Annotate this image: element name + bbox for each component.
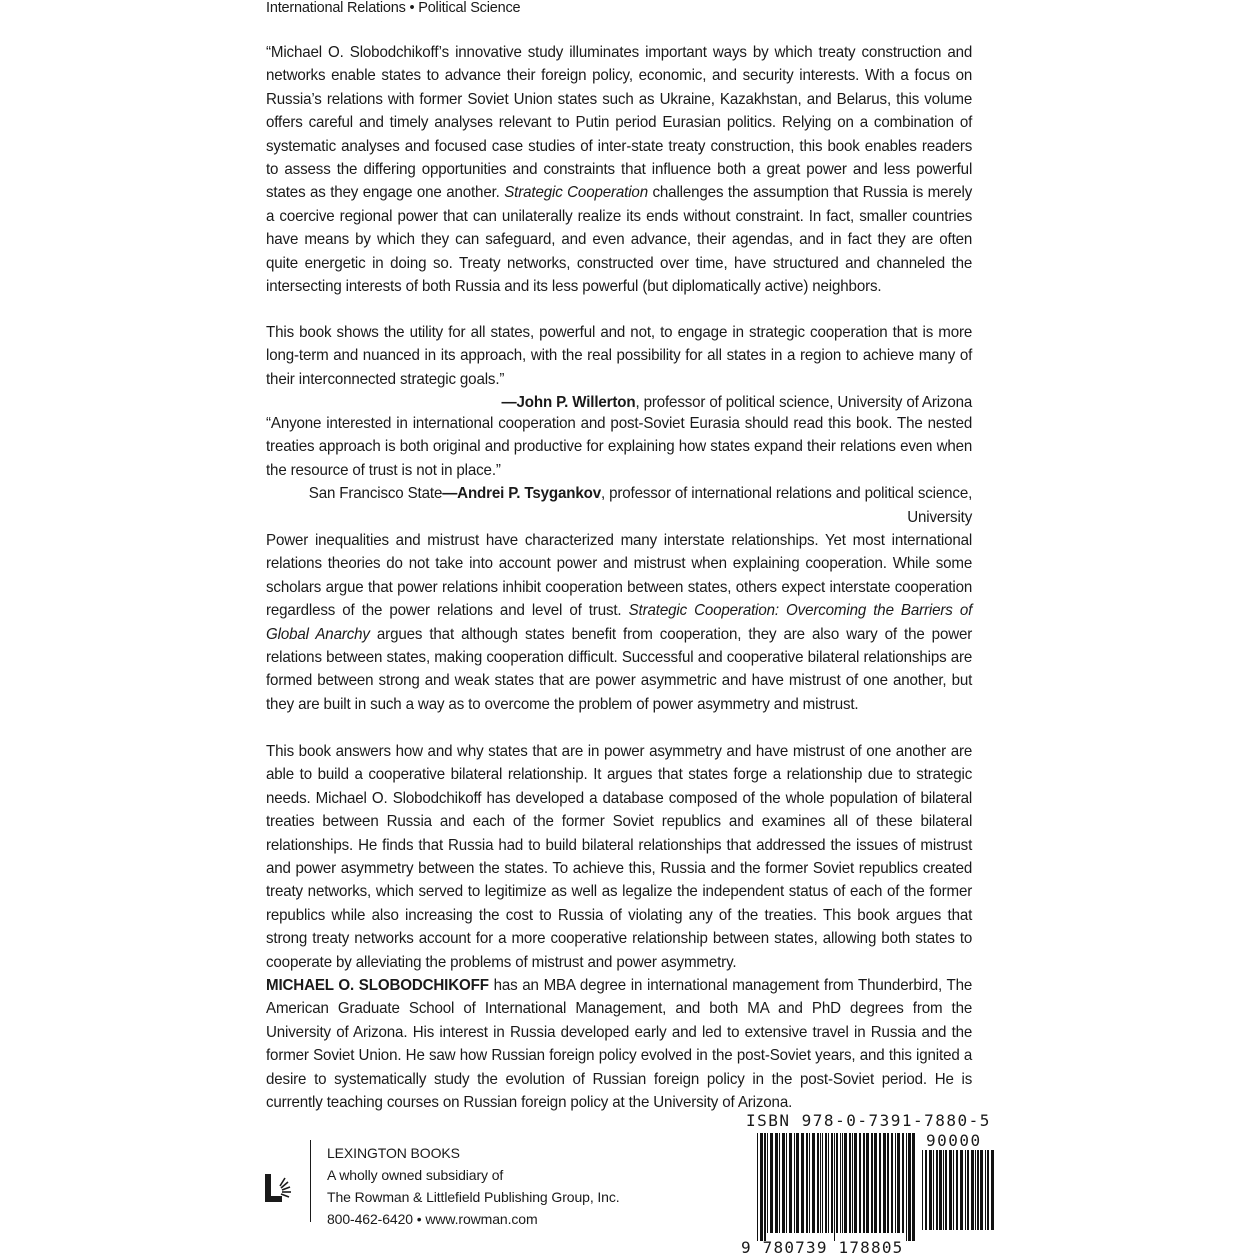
category-label: International Relations • Political Science xyxy=(266,0,521,16)
barcode-bar xyxy=(854,1133,857,1233)
barcode-bar xyxy=(929,1150,932,1230)
barcode-bar xyxy=(863,1133,865,1233)
barcode-bar xyxy=(939,1150,942,1230)
reviewer-name: —Andrei P. Tsygankov xyxy=(442,485,601,503)
publisher-contact: 800-462-6420 • www.rowman.com xyxy=(327,1211,538,1227)
barcode-bar xyxy=(956,1150,958,1230)
barcode-bar xyxy=(967,1150,969,1230)
barcode-bar xyxy=(786,1133,787,1233)
review-text: This book shows the utility for all states, powerful and not, to engage in strategic cooperation that is more long-term and nuanced in its approach, with the real possibility for all states in a region to achieve many of their interconnected strategic goals.” xyxy=(266,324,973,388)
barcode-bar xyxy=(971,1150,974,1230)
barcode-digits: 9 780739 178805 xyxy=(741,1238,904,1257)
barcode-bar xyxy=(980,1150,983,1230)
description-paragraph: This book answers how and why states that are in power asymmetry and have mistrust of one another are able to build a cooperative bilateral relationship. It argues that states forge a relationship due to strategic needs. Michael O. Slobodchikoff has developed a database composed of the whole population of bilateral treaties between Russia and each of the former Soviet republics and examines all of these bilateral relationships. He finds that Russia had to build bilateral relationships that addressed the issues of mistrust and power asymmetry between the states. To achieve this, Russia and the former Soviet republics created treaty networks, which served to legitimize as well as legalize the independent status of each of the former republics while also increasing the cost to Russia of violating any of the treaties. This book argues that strong treaty networks account for a more cooperative relationship between states, allowing both states to cooperate by alleviating the problems of mistrust and power asymmetry. xyxy=(266,743,973,971)
barcode-bar xyxy=(936,1150,938,1230)
barcode-bar xyxy=(985,1150,986,1230)
book-title-italic: Strategic Cooperation xyxy=(504,184,648,202)
review-quote-tsygankov xyxy=(266,412,972,529)
barcode-bar xyxy=(820,1133,821,1233)
review-quote-willerton-continued xyxy=(266,321,972,415)
lexington-books-logo-icon xyxy=(262,1172,294,1204)
barcode-bar xyxy=(897,1133,900,1233)
barcode-bar xyxy=(859,1133,861,1233)
barcode-bar xyxy=(922,1150,923,1230)
description-text: argues that although states benefit from cooperation, they are also wary of the power relations between states, making cooperation difficult. Successful and cooperative bilateral relationships are formed between strong and weak states that are power asymmetric and have mistrust of one another, but they are built in such a way as to overcome the problem of power asymmetry and mistrust. xyxy=(266,625,973,713)
barcode-bar xyxy=(991,1150,994,1230)
publisher-subsidiary: A wholly owned subsidiary of xyxy=(327,1167,504,1183)
barcode-bar xyxy=(902,1133,904,1233)
barcode-bar xyxy=(891,1133,893,1233)
barcode-bar xyxy=(760,1133,763,1241)
barcode-bar xyxy=(977,1150,979,1230)
author-bio-paragraph xyxy=(266,974,972,1114)
barcode-bar xyxy=(764,1133,766,1241)
barcode-bar xyxy=(834,1133,835,1241)
barcode-bar xyxy=(822,1133,823,1233)
barcode-bar xyxy=(767,1133,768,1233)
author-bio xyxy=(266,974,972,1114)
barcode-bar xyxy=(782,1133,785,1233)
reviewer-name: —John P. Willerton xyxy=(501,394,636,412)
barcode-bar xyxy=(796,1133,799,1233)
barcode-bar xyxy=(879,1133,881,1233)
barcode-bar xyxy=(887,1133,889,1233)
barcode-bar xyxy=(906,1133,907,1241)
price-addon-barcode xyxy=(922,1150,994,1238)
reviewer-organization: San Francisco State University xyxy=(308,485,973,526)
barcode-bar xyxy=(757,1133,758,1241)
barcode-bar xyxy=(852,1133,853,1233)
description-paragraph xyxy=(266,529,972,716)
author-bio-text: has an MBA degree in international management from Thunderbird, The American Graduate School of International Management, and both MA and PhD degrees from the University of Arizona. His interest in Russia developed early and led to extensive travel in Russia and the former Soviet Union. He saw how Russian foreign policy evolved in the post-Soviet years, and this ignited a desire to systematically study the evolution of Russian foreign policy in the post-Soviet period. He is currently teaching courses on Russian foreign policy at the University of Arizona. xyxy=(266,977,973,1112)
barcode-addon-label: 90000 xyxy=(926,1131,982,1150)
publisher-divider xyxy=(310,1140,311,1222)
review-paragraph xyxy=(266,41,972,298)
barcode-bar xyxy=(965,1150,966,1230)
barcode-bar xyxy=(953,1150,954,1230)
reviewer-role: , professor of international relations and political science, xyxy=(600,485,973,503)
review-attribution xyxy=(442,482,972,505)
barcode-bar xyxy=(809,1133,810,1233)
review-text: “Anyone interested in international cooperation and post-Soviet Eurasia should read this book. The nested treaties approach is both original and productive for explaining how states expand their relations even when the resource of trust is not in place.” xyxy=(266,415,973,479)
barcode-bar xyxy=(960,1150,963,1230)
barcode-bar xyxy=(908,1133,911,1241)
barcode-bar xyxy=(779,1133,780,1233)
review-paragraph xyxy=(266,412,973,503)
barcode-bar xyxy=(933,1150,934,1230)
barcode-bar xyxy=(836,1133,838,1233)
barcode-bar xyxy=(817,1133,819,1233)
review-text: “Michael O. Slobodchikoff’s innovative study illuminates important ways by which treaty construction and networks enable states to advance their foreign policy, economic, and security interests. With a focus on Russia’s relations with former Soviet Union states such as Ukraine, Kazakhstan, and Belarus, this volume offers careful and timely analyses relevant to Putin period Eurasian politics. Relying on a combination of systematic analyses and focused case studies of inter-state treaty construction, this book enables readers to assess the differing opportunities and constraints that influence both a great power and less powerful states as they engage one another. xyxy=(266,44,973,202)
barcode-bar xyxy=(801,1133,804,1233)
isbn-label: ISBN 978-0-7391-7880-5 xyxy=(746,1111,991,1130)
barcode-bar xyxy=(987,1150,989,1230)
publisher-parent: The Rowman & Littlefield Publishing Group, Inc. xyxy=(327,1189,620,1205)
publisher-info xyxy=(327,1142,627,1230)
barcode-bar xyxy=(949,1150,952,1230)
book-description-paragraph-2 xyxy=(266,740,972,974)
barcode-bar xyxy=(895,1133,896,1233)
barcode-bar xyxy=(883,1133,886,1233)
barcode-bar xyxy=(866,1133,869,1233)
book-title-italic: Strategic Cooperation: Overcoming the Barriers of Global Anarchy xyxy=(266,602,973,643)
review-quote-willerton xyxy=(266,41,972,298)
barcode-bar xyxy=(840,1133,841,1233)
barcode-bar xyxy=(874,1133,877,1233)
barcode-bar xyxy=(849,1133,851,1233)
barcode-bar xyxy=(871,1133,873,1233)
author-name: MICHAEL O. SLOBODCHIKOFF xyxy=(266,977,489,994)
barcode-bar xyxy=(842,1133,843,1233)
barcode-bar xyxy=(825,1133,827,1233)
barcode-bar xyxy=(844,1133,847,1233)
publisher-name: LEXINGTON BOOKS xyxy=(327,1145,460,1161)
book-description-paragraph-1 xyxy=(266,529,972,716)
barcode-bar xyxy=(775,1133,778,1233)
reviewer-role: , professor of political science, University of Arizona xyxy=(635,394,973,412)
barcode-bar xyxy=(806,1133,808,1233)
barcode-bar xyxy=(789,1133,792,1233)
barcode-bar xyxy=(831,1133,833,1233)
description-text: Power inequalities and mistrust have characterized many interstate relationships. Yet most international relations theories do not take into account power and mistrust when explaining cooperation. While some scholars argue that power relations inhibit cooperation between states, others expect interstate cooperation regardless of the power relations and level of trust. xyxy=(266,532,973,620)
isbn-barcode xyxy=(757,1133,917,1241)
review-text: challenges the assumption that Russia is merely a coercive regional power that can unilaterally realize its ends without constraint. In fact, smaller countries have means by which they can safeguard, and even advance, their agendas, and in fact they are often quite energetic in doing so. Treaty networks, constructed over time, have structured and channeled the intersecting interests of both Russia and its less powerful (but diplomatically active) neighbors. xyxy=(266,184,973,296)
barcode-bar xyxy=(925,1150,927,1230)
barcode-bar xyxy=(770,1133,773,1233)
barcode-bar xyxy=(794,1133,795,1233)
barcode-bar xyxy=(945,1150,947,1230)
barcode-bar xyxy=(828,1133,829,1233)
barcode-bar xyxy=(812,1133,815,1233)
barcode-bar xyxy=(975,1150,976,1230)
barcode-bar xyxy=(943,1150,944,1230)
review-paragraph xyxy=(266,321,973,412)
barcode-bar xyxy=(912,1133,915,1241)
